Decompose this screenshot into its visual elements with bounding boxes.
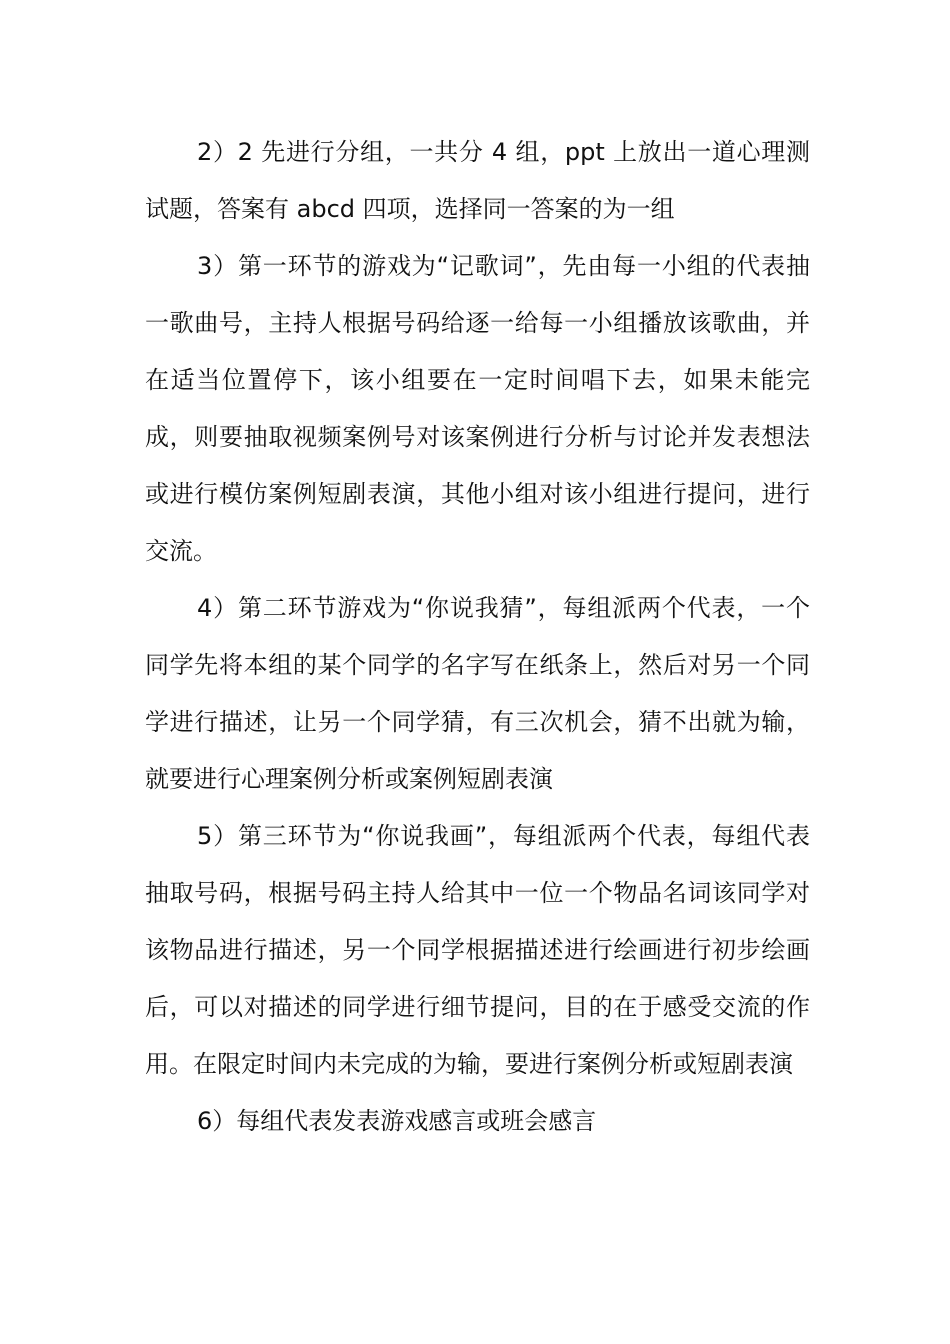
paragraph-step-4: 4）第二环节游戏为“你说我猜”，每组派两个代表，一个同学先将本组的某个同学的名字写在纸条上，然后对另一个同学进行描述，让另一个同学猜，有三次机会，猜不出就为输，就要进行心理案例分析或案例短剧表演: [145, 594, 810, 793]
paragraph-step-6: 6）每组代表发表游戏感言或班会感言: [197, 1107, 597, 1135]
paragraph-step-2: 2）2 先进行分组，一共分 4 组，ppt 上放出一道心理测试题，答案有 abcd 四项，选择同一答案的为一组: [145, 138, 810, 223]
document-body: [145, 124, 810, 1150]
paragraph-step-3: 3）第一环节的游戏为“记歌词”，先由每一小组的代表抽一歌曲号，主持人根据号码给逐一给每一小组播放该歌曲，并在适当位置停下，该小组要在一定时间唱下去，如果未能完成，则要抽取视频案例号对该案例进行分析与讨论并发表想法或进行模仿案例短剧表演，其他小组对该小组进行提问，进行交流。: [145, 252, 810, 565]
paragraph-step-5: 5）第三环节为“你说我画”，每组派两个代表，每组代表抽取号码，根据号码主持人给其中一位一个物品名词该同学对该物品进行描述，另一个同学根据描述进行绘画进行初步绘画后，可以对描述的同学进行细节提问，目的在于感受交流的作用。在限定时间内未完成的为输，要进行案例分析或短剧表演: [145, 822, 810, 1078]
